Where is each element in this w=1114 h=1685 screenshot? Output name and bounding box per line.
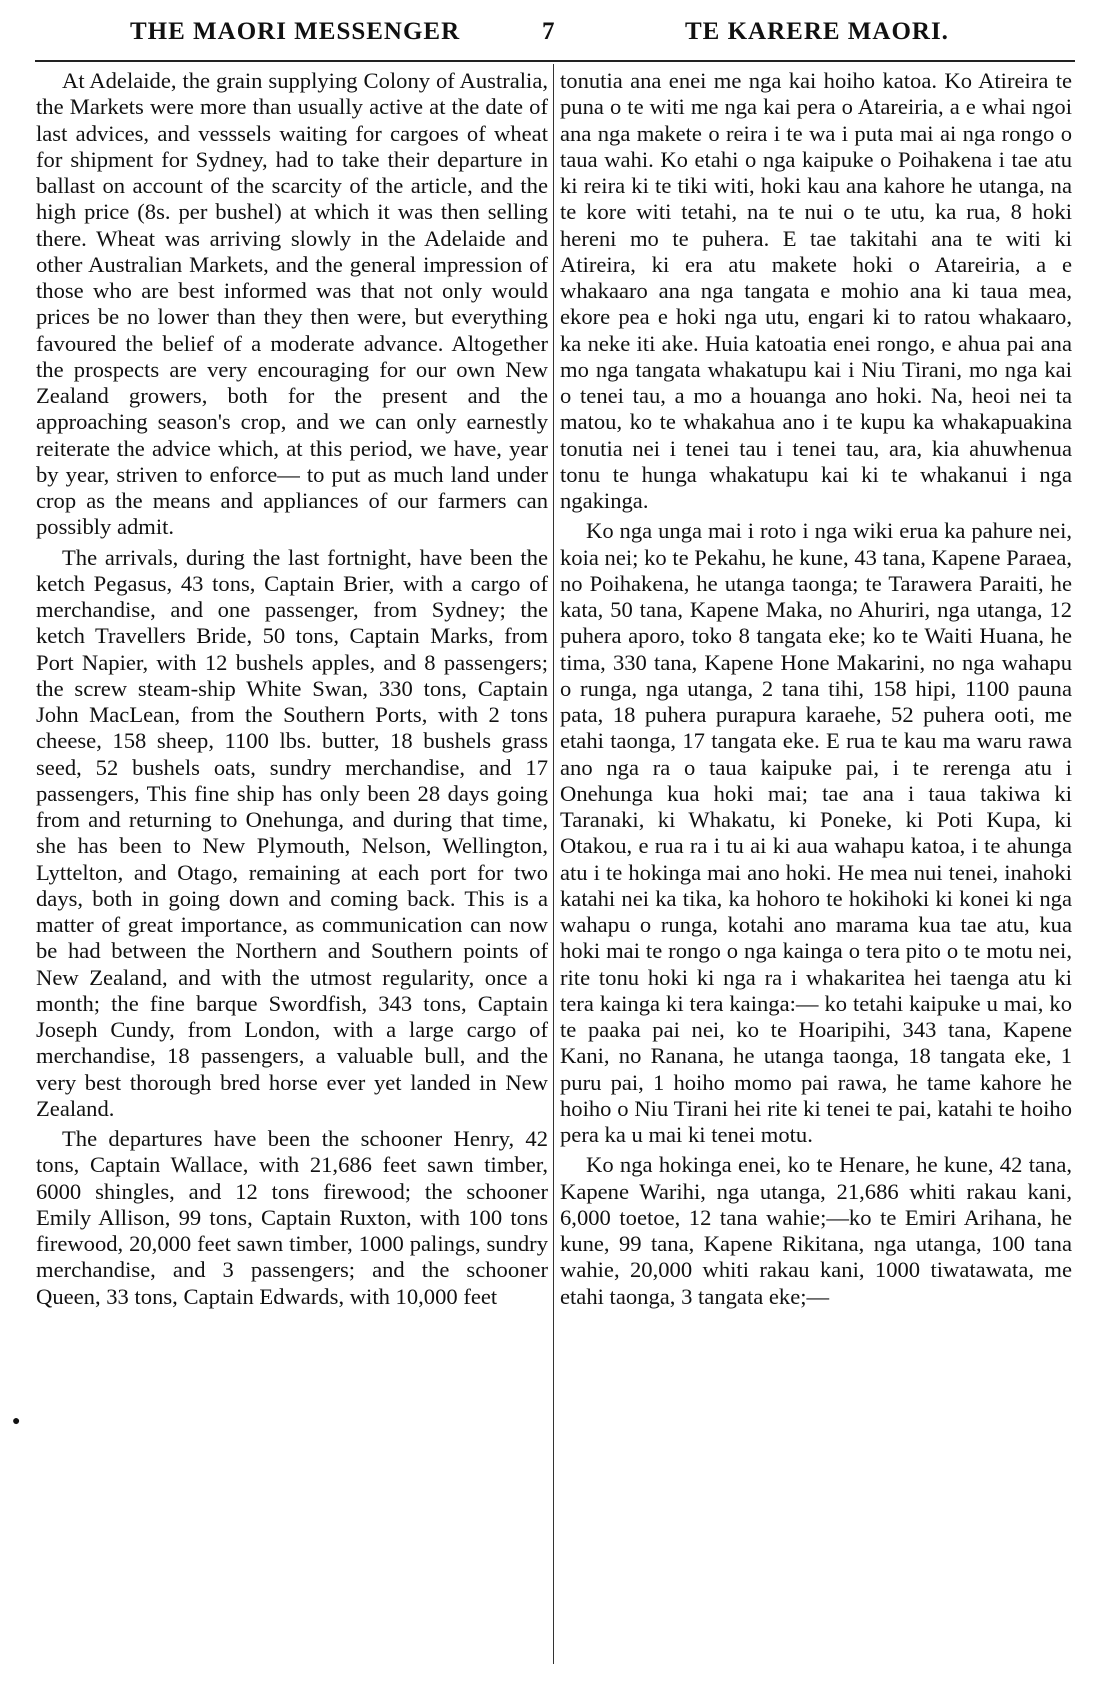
maori-paragraph-departures: Ko nga hokinga enei, ko te Henare, he kune, 42 tana, Kapene Warihi, nga utanga, 21,686 whiti rakau kani, 6,000 toetoe, 12 tana wahie;—ko te Emiri Arihana, he kune, 99 tana, Kapene Rikitana, nga utanga, 100 tana wahie, 20,000 whiti rakau kani, 1000 tiwatawata, me etahi taonga, 3 tangata eke;— bbox=[560, 1152, 1072, 1309]
english-paragraph-adelaide: At Adelaide, the grain supplying Colony of Australia, the Markets were more than usually active at the date of last advices, and vesssels waiting for cargoes of wheat for shipment for Sydney, had to take their departure in ballast on account of the scarcity of the article, and the high price (8s. per bushel) at which it was then selling there. Wheat was arriving slowly in the Adelaide and other Australian Markets, and the general impression of those who are best informed was that not only would prices be no lower than they then were, but everything favoured the belief of a moderate advance. Altogether the prospects are very encouraging for our own New Zealand growers, both for the present and the approaching season's crop, and we can only earnestly reiterate the advice which, at this period, we have, year by year, striven to enforce— to put as much land under crop as the means and appliances of our farmers can possibly admit. bbox=[36, 68, 548, 540]
maori-column bbox=[560, 68, 1072, 1310]
english-paragraph-arrivals: The arrivals, during the last fortnight, have been the ketch Pegasus, 43 tons, Captain Brier, with a cargo of merchandise, and one passenger, from Sydney; the ketch Travellers Bride, 50 tons, Captain Marks, from Port Napier, with 12 bushels apples, and 8 passengers; the screw steam-ship White Swan, 330 tons, Captain John MacLean, from the Southern Ports, with 2 tons cheese, 158 sheep, 1100 lbs. butter, 18 bushels grass seed, 52 bushels oats, sundry merchandise, and 17 passengers, This fine ship has only been 28 days going from and returning to Onehunga, and during that time, she has been to New Plymouth, Nelson, Wellington, Lyttelton, and Otago, remaining at each port for two days, both in going down and coming back. This is a matter of great importance, as communication can now be had between the Northern and Southern points of New Zealand, and with the utmost regularity, once a month; the fine barque Swordfish, 343 tons, Captain Joseph Cundy, from London, with a large cargo of merchandise, 18 passengers, a valuable bull, and the very best thorough bred horse ever yet landed in New Zealand. bbox=[36, 544, 548, 1121]
margin-bullet-icon: ● bbox=[12, 1414, 21, 1429]
maori-paragraph-arrivals: Ko nga unga mai i roto i nga wiki erua ka pahure nei, koia nei; ko te Pekahu, he kune, 43 tana, Kapene Paraea, no Poihakena, he utanga taonga; te Tarawera Paraiti, he kata, 50 tana, Kapene Maka, no Ahuriri, nga utanga, 12 puhera aporo, toko 8 tangata eke; ko te Waiti Huana, he tima, 330 tana, Kapene Hone Makarini, no nga wahapu o runga, nga utanga, 2 tana tihi, 158 hipi, 1100 pauna pata, 18 puhera purapura karaehe, 52 puhera ooti, me etahi taonga, 17 tangata eke. E rua te kau ma waru rawa ano nga ra o taua kaipuke pai, i te rerenga atu i Onehunga kua hoki mai; tae ana i taua takiwa ki Taranaki, ki Whakatu, ki Poneke, ki Poti Kupa, ki Otakou, e rua ra i tu ai ki aua wahapu katoa, i te ahunga atu i te hokinga mai ano hoki. He mea nui tenei, inahoki katahi nei ka tika, ka hohoro te hokihoki ki konei ki nga wahapu o runga, kotahi ano marama kua tae atu, kua hoki mai te rongo o nga kainga o tera pito o te motu nei, rite tonu hoki ki nga ra i whakaritea hei taenga atu ki tera kainga ki tera kainga:— ko tetahi kaipuke u mai, ko te paaka pai nei, ko te Hoaripihi, 343 tana, Kapene Kani, no Ranana, he utanga taonga, 18 tangata eke, 1 puru pai, 1 hoiho momo pai rawa, he tame kahore he hoiho o Niu Tirani hei rite ki tenei te pai, katahi te hoiho pera ka u mai ki tenei motu. bbox=[560, 518, 1072, 1147]
english-paragraph-departures: The departures have been the schooner Henry, 42 tons, Captain Wallace, with 21,686 feet sawn timber, 6000 shingles, and 12 tons firewood; the schooner Emily Allison, 99 tons, Captain Ruxton, with 100 tons firewood, 20,000 feet sawn timber, 1000 palings, sundry merchandise, and 3 passengers; and the schooner Queen, 33 tons, Captain Edwards, with 10,000 feet bbox=[36, 1126, 548, 1309]
column-divider bbox=[553, 64, 554, 1664]
english-title: THE MAORI MESSENGER bbox=[130, 18, 461, 45]
maori-title: TE KARERE MAORI. bbox=[685, 18, 949, 45]
masthead bbox=[0, 0, 1114, 60]
maori-paragraph-adelaide: tonutia ana enei me nga kai hoiho katoa. Ko Atireira te puna o te witi me nga kai pera o Atareiria, a e whai ngoi ana nga makete o reira i te wa i puta mai ai nga rongo o taua wahi. Ko etahi o nga kaipuke o Poihakena i tae atu ki reira ki te tiki witi, hoki kau ana kahore he utanga, na te kore witi tetahi, na te nui o te utu, ka rua, 8 hoki hereni mo te puhera. E tae takitahi ana te witi ki Atireira, ki era atu makete hoki o Atareiria, a e whakaaro ana nga tangata e mohio ana ki taua mea, ekore pea e hoki nga utu, engari ki to ratou whakaaro, ka neke iti ake. Huia katoatia enei rongo, e ahua pai ana mo nga tangata whakatupu kai i Niu Tirani, mo nga kai o tenei tau, a mo a houanga ano hoki. Na, heoi nei ta matou, ko te whakahua ano i te kupu ka whakapuakina tonutia nei i tenei tau i tenei tau, ara, kia ahuwhenua tonu te hunga whakatupu kai ki te whakanui i nga ngakinga. bbox=[560, 68, 1072, 513]
header-rule bbox=[35, 60, 1075, 62]
page-number: 7 bbox=[542, 18, 556, 45]
english-column bbox=[36, 68, 548, 1310]
